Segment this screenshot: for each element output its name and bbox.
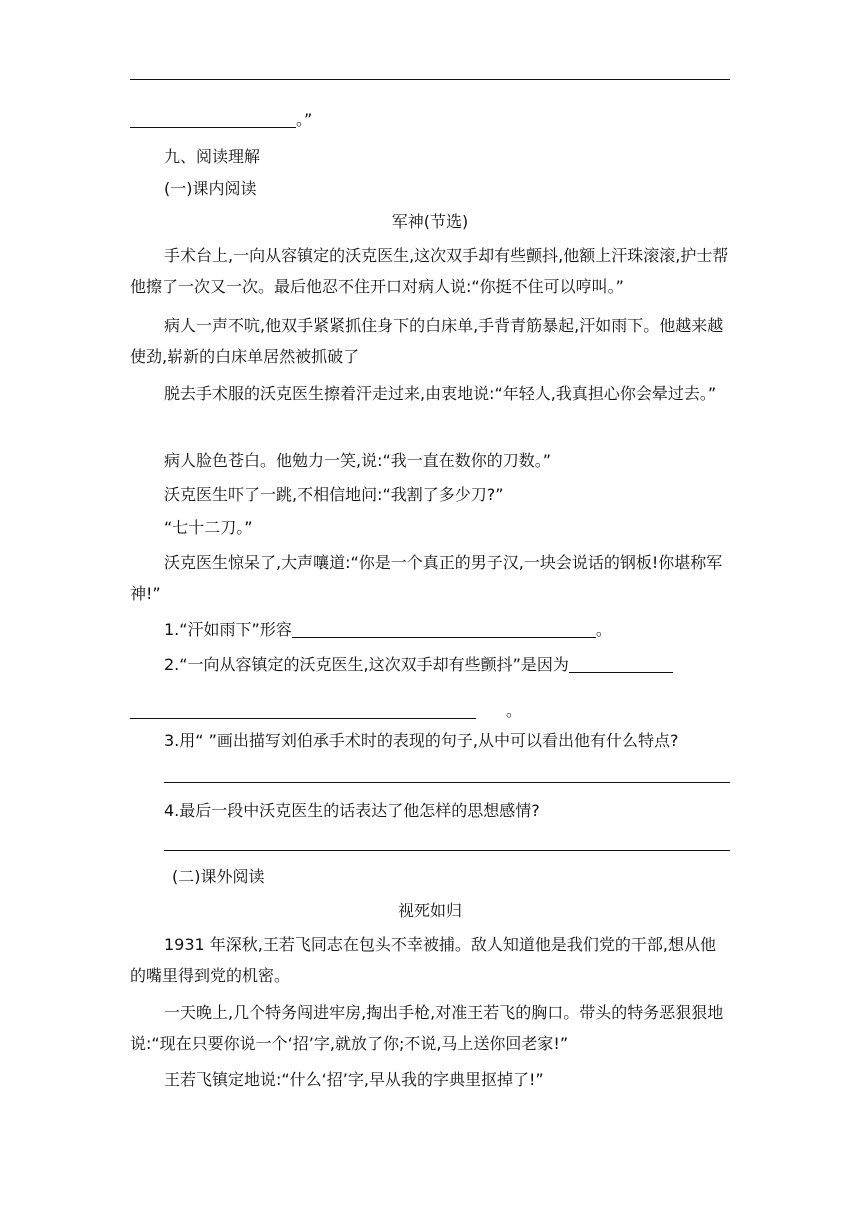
- question-2-text: 2.“一向从容镇定的沃克医生,这次双手却有些颤抖”是因为: [164, 655, 569, 674]
- part2-paragraph-2: 一天晚上,几个特务闯进牢房,掏出手枪,对准王若飞的胸口。带头的特务恶狠狠地说:“现在只要你说一个‘招’字,就放了你;不说,马上送你回老家!”: [130, 1003, 724, 1053]
- part1-paragraph-1: 手术台上,一向从容镇定的沃克医生,这次双手却有些颤抖,他额上汗珠滚滚,护士帮他擦了一次又一次。最后他忍不住开口对病人说:“你挺不住可以哼叫。”: [130, 246, 729, 296]
- part1-paragraph-6: “七十二刀。”: [164, 518, 253, 537]
- question-1-blank[interactable]: [292, 619, 596, 638]
- question-2-blank-2[interactable]: [130, 700, 476, 719]
- part1-title: 军神(节选): [391, 212, 469, 231]
- question-1-end: 。: [595, 620, 612, 639]
- part1-heading: (一)课内阅读: [164, 179, 257, 198]
- part1-paragraph-5: 沃克医生吓了一跳,不相信地问:“我割了多少刀?”: [164, 485, 504, 504]
- question-3-answer-line[interactable]: [164, 782, 730, 783]
- question-2-blank[interactable]: [569, 654, 673, 673]
- question-4-answer-line[interactable]: [164, 850, 730, 851]
- question-1-text: 1.“汗如雨下”形容: [164, 620, 292, 639]
- question-3: 3.用“ ”画出描写刘伯承手术时的表现的句子,从中可以看出他有什么特点?: [164, 731, 679, 750]
- question-1: [130, 615, 730, 645]
- question-2: [130, 650, 730, 680]
- part2-title: 视死如归: [397, 901, 462, 920]
- section-title: 九、阅读理解: [164, 147, 261, 166]
- part2-heading: (二)课外阅读: [172, 867, 265, 886]
- question-4: 4.最后一段中沃克医生的话表达了他怎样的思想感情?: [164, 801, 540, 820]
- closing-punctuation: 。”: [296, 110, 313, 129]
- part1-paragraph-4: 病人脸色苍白。他勉力一笑,说:“我一直在数你的刀数。”: [164, 451, 552, 470]
- part2-paragraph-3: 王若飞镇定地说:“什么‘招’字,早从我的字典里抠掉了!”: [164, 1070, 544, 1089]
- part1-paragraph-2: 病人一声不吭,他双手紧紧抓住身下的白床单,手背青筋暴起,汗如雨下。他越来越使劲,崭新的白床单居然被抓破了: [130, 316, 724, 366]
- question-2-end: 。: [506, 701, 523, 720]
- part1-paragraph-3: 脱去手术服的沃克医生擦着汗走过来,由衷地说:“年轻人,我真担心你会晕过去。”: [164, 384, 717, 403]
- part2-paragraph-1: 1931 年深秋,王若飞同志在包头不幸被捕。敌人知道他是我们党的干部,想从他的嘴里得到党的机密。: [130, 935, 716, 985]
- answer-blank: [130, 109, 296, 128]
- answer-line: [130, 79, 730, 80]
- question-2-continuation: [130, 696, 730, 726]
- part1-paragraph-7: 沃克医生惊呆了,大声嚷道:“你是一个真正的男子汉,一块会说话的钢板!你堪称军神!”: [130, 553, 723, 603]
- answer-line-fragment: [130, 105, 730, 135]
